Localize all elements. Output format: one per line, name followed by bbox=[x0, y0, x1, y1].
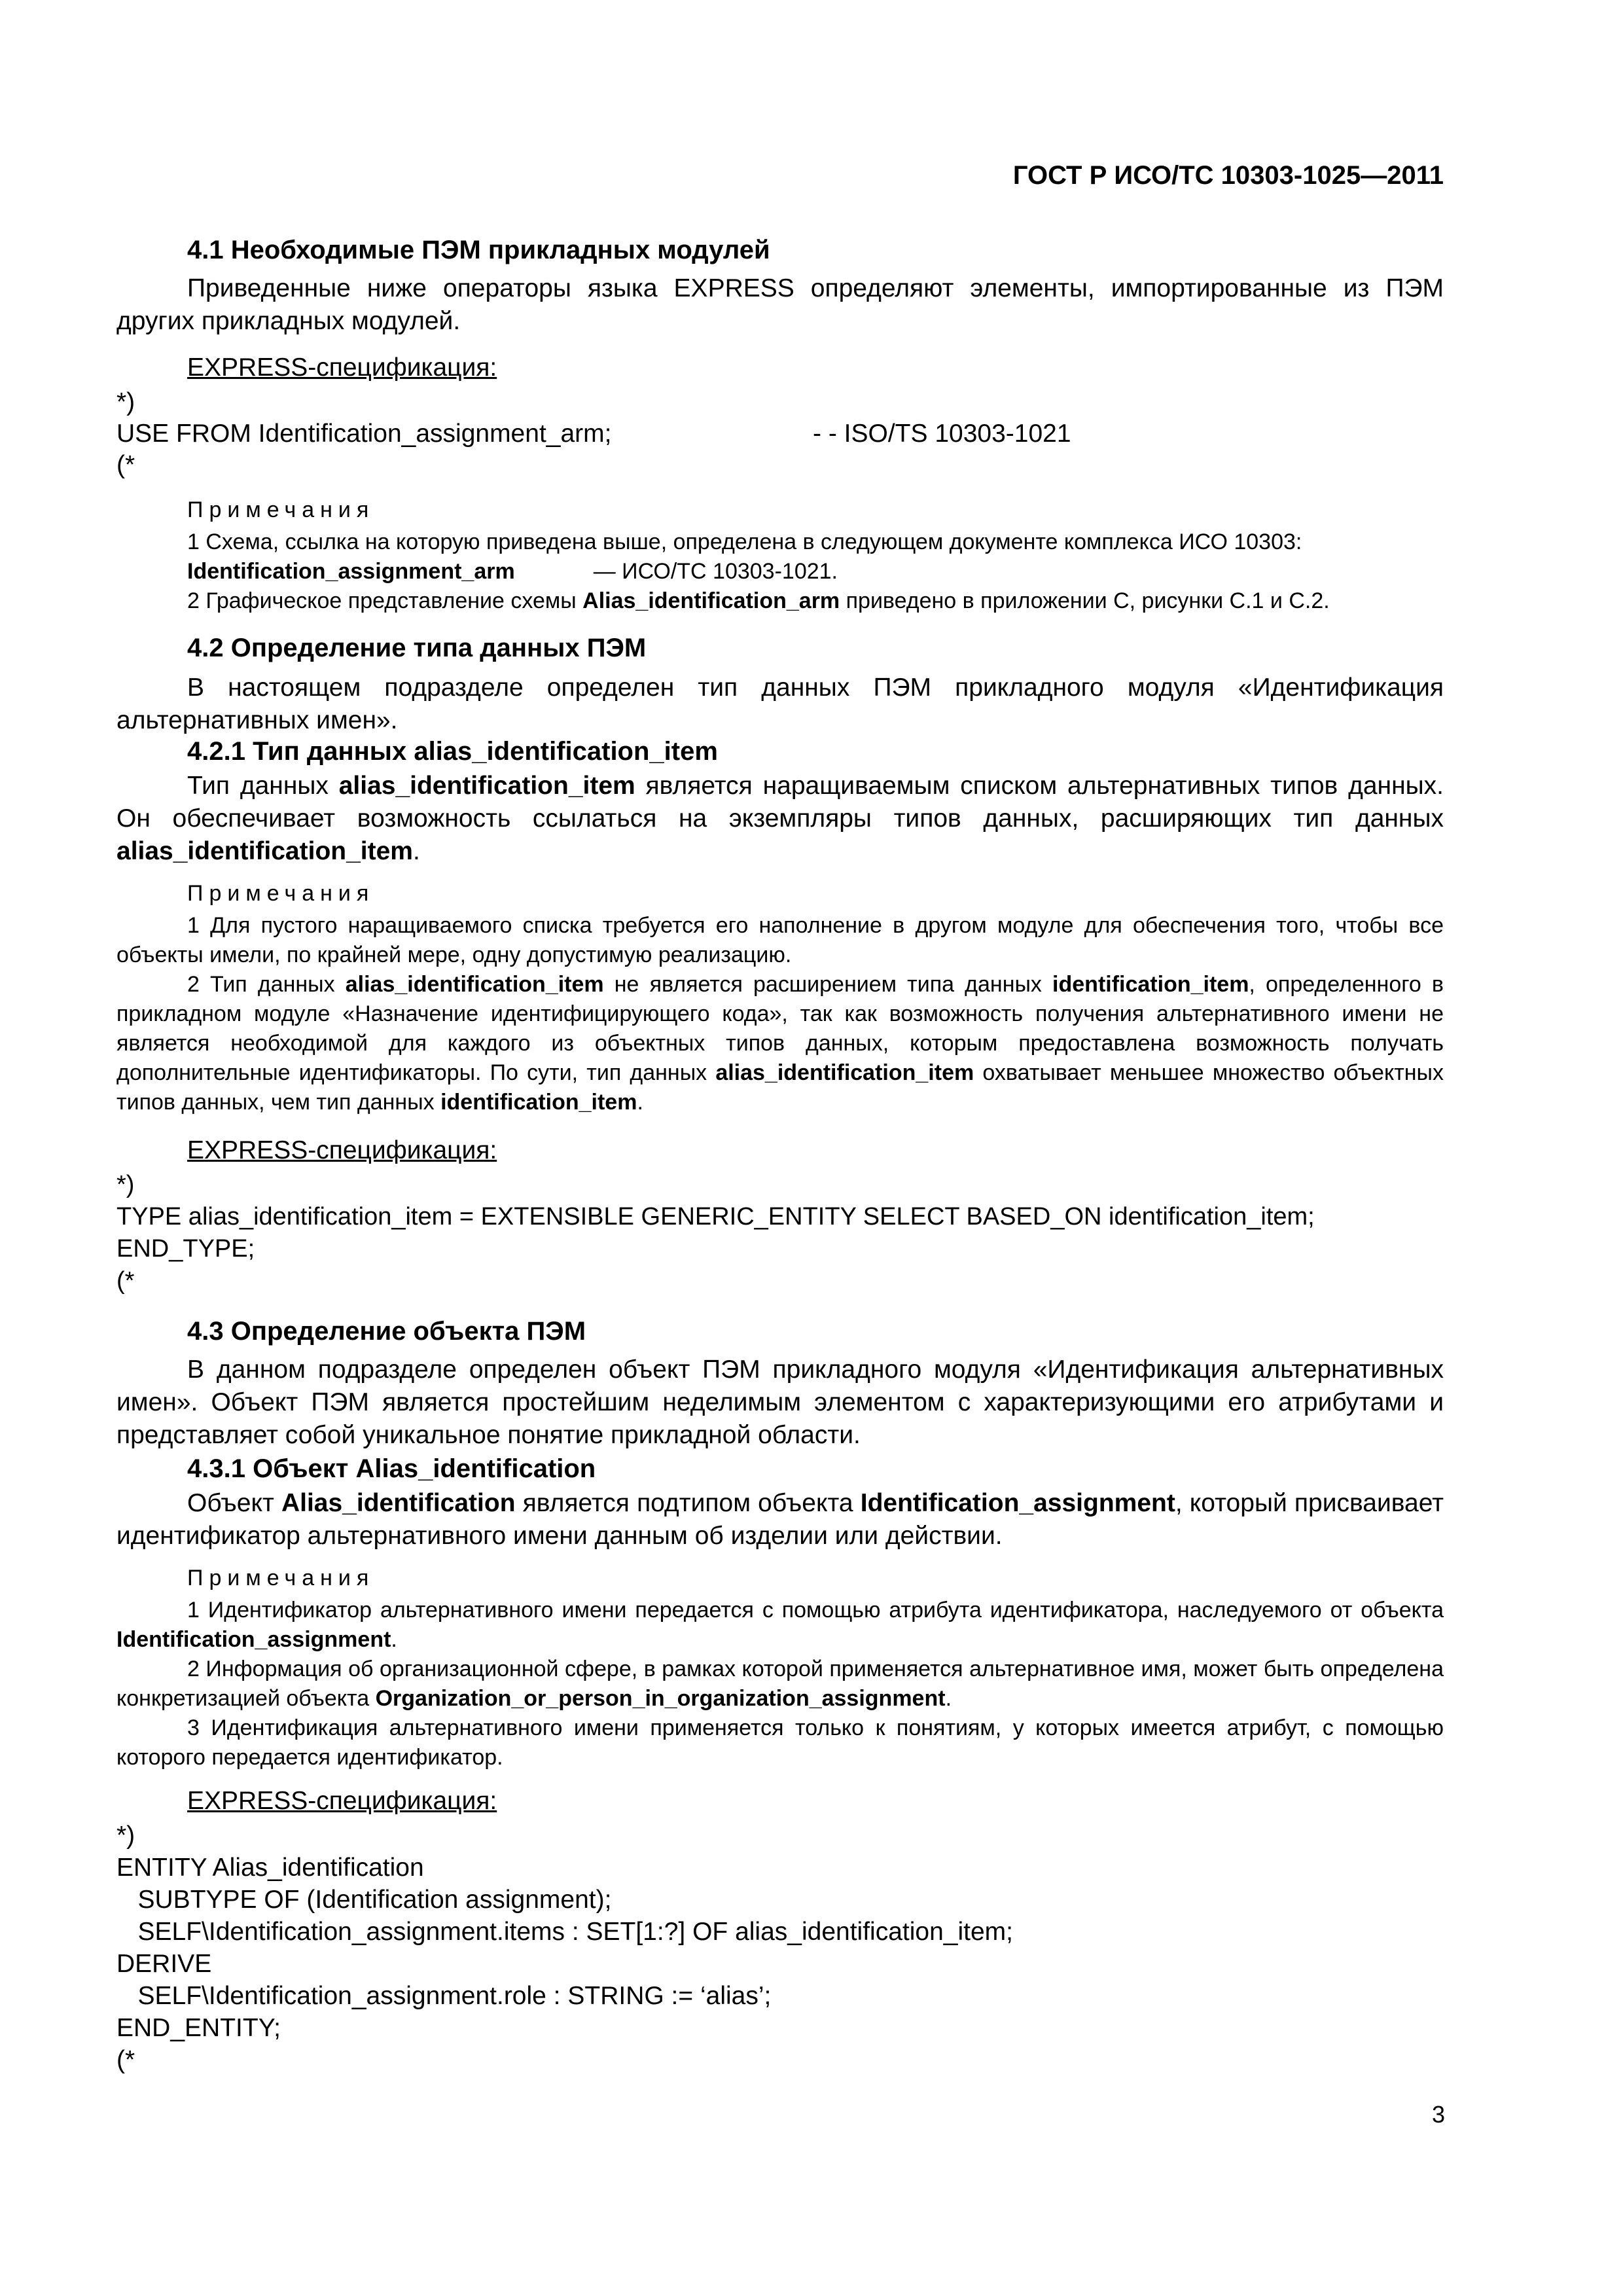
note-4-3-3: 3 Идентификация альтернативного имени применяется только к понятиям, у которых имеется атрибут, с помощью которого передается идентификатор. bbox=[116, 1715, 1444, 1770]
note-4-1-2: 2 Графическое представление схемы Alias_identification_arm приведено в приложении С, рисунки С.1 и С.2. bbox=[187, 588, 1330, 613]
notes-title-2: Примечания bbox=[187, 881, 375, 906]
section-4-3-paragraph: В данном подразделе определен объект ПЭМ прикладного модуля «Идентификация альтернативных имен». Объект ПЭМ является простейшим неделимым элементом с характеризующими его атрибутами и представляет собой уникальное понятие прикладной области. bbox=[116, 1355, 1444, 1449]
section-4-2-heading: 4.2 Определение типа данных ПЭМ bbox=[187, 634, 647, 662]
section-4-2-paragraph: В настоящем подразделе определен тип данных ПЭМ прикладного модуля «Идентификация альтернативных имен». bbox=[116, 673, 1444, 734]
subsection-4-3-1-heading: 4.3.1 Объект Alias_identification bbox=[187, 1454, 596, 1483]
code-line: TYPE alias_identification_item = EXTENSIBLE GENERIC_ENTITY SELECT BASED_ON identification_item; bbox=[116, 1203, 1315, 1230]
code-line: SELF\Identification_assignment.role : STRING := ‘alias’; bbox=[116, 1982, 772, 2010]
code-open-1: *) bbox=[116, 388, 135, 416]
note-4-2-2: 2 Тип данных alias_identification_item не является расширением типа данных identification_item, определенного в прикладном модуле «Назначение идентифицирующего кода», так как возможность получения альтернативного имени не является необходимой для каждого из объектных типов данных, которым предоставлена возможность получать дополнительные идентификаторы. По сути, тип данных alias_identification_item охватывает меньшее множество объектных типов данных, чем тип данных identification_item. bbox=[116, 972, 1444, 1115]
notes-title-3: Примечания bbox=[187, 1566, 375, 1590]
express-spec-label-3: EXPRESS-спецификация: bbox=[187, 1787, 497, 1815]
code-line: (* bbox=[116, 2046, 135, 2074]
code-line: DERIVE bbox=[116, 1950, 212, 1978]
entity-code-block bbox=[116, 1820, 1444, 2076]
subsection-4-2-1-heading: 4.2.1 Тип данных alias_identification_item bbox=[187, 737, 718, 766]
code-line: *) bbox=[116, 1171, 135, 1198]
code-line: END_ENTITY; bbox=[116, 2014, 281, 2042]
page-number: 3 bbox=[1431, 2101, 1445, 2128]
subsection-4-2-1-paragraph: Тип данных alias_identification_item является наращиваемым списком альтернативных типов данных. Он обеспечивает возможность ссылаться на экземпляры типов данных, расширяющих тип данных alias_identification_item. bbox=[116, 772, 1444, 865]
express-spec-label-1: EXPRESS-спецификация: bbox=[187, 353, 497, 382]
note-4-2-1: 1 Для пустого наращиваемого списка требуется его наполнение в другом модуле для обеспечения того, чтобы все объекты имели, по крайней мере, одну допустимую реализацию. bbox=[116, 913, 1444, 967]
code-line: *) bbox=[116, 1821, 135, 1850]
code-line: SELF\Identification_assignment.items : SET[1:?] OF alias_identification_item; bbox=[116, 1918, 1013, 1946]
code-line: ENTITY Alias_identification bbox=[116, 1854, 424, 1882]
note-4-3-1: 1 Идентификатор альтернативного имени передается с помощью атрибута идентификатора, наследуемого от объекта Identification_assignment. bbox=[116, 1598, 1444, 1652]
notes-title-1: Примечания bbox=[187, 497, 375, 522]
type-code-block bbox=[116, 1169, 1444, 1297]
document-code-header: ГОСТ Р ИСО/ТС 10303-1025—2011 bbox=[1012, 161, 1444, 190]
code-line: (* bbox=[116, 1267, 135, 1295]
note-4-1-1: 1 Схема, ссылка на которую приведена выше, определена в следующем документе комплекса ИСО 10303: bbox=[187, 529, 1302, 554]
code-line: SUBTYPE OF (Identification assignment); bbox=[116, 1886, 612, 1914]
section-4-1-heading: 4.1 Необходимые ПЭМ прикладных модулей bbox=[187, 236, 770, 264]
code-line: END_TYPE; bbox=[116, 1235, 255, 1263]
note-4-1-1-ref: Identification_assignment_arm — ИСО/ТС 10303-1021. bbox=[187, 559, 838, 584]
note-4-3-2: 2 Информация об организационной сфере, в рамках которой применяется альтернативное имя, может быть определена конкретизацией объекта Organization_or_person_in_organization_assignment. bbox=[116, 1657, 1444, 1711]
subsection-4-3-1-paragraph: Объект Alias_identification является подтипом объекта Identification_assignment, который присваивает идентификатор альтернативного имени данным об изделии или действии. bbox=[116, 1489, 1444, 1550]
use-from-statement: USE FROM Identification_assignment_arm; bbox=[116, 420, 612, 448]
use-from-comment: - - ISO/TS 10303-1021 bbox=[813, 420, 1071, 448]
express-spec-label-2: EXPRESS-спецификация: bbox=[187, 1136, 497, 1164]
code-close-1: (* bbox=[116, 451, 135, 479]
section-4-1-paragraph: Приведенные ниже операторы языка EXPRESS определяют элементы, импортированные из ПЭМ других прикладных модулей. bbox=[116, 274, 1444, 335]
section-4-3-heading: 4.3 Определение объекта ПЭМ bbox=[187, 1317, 586, 1346]
